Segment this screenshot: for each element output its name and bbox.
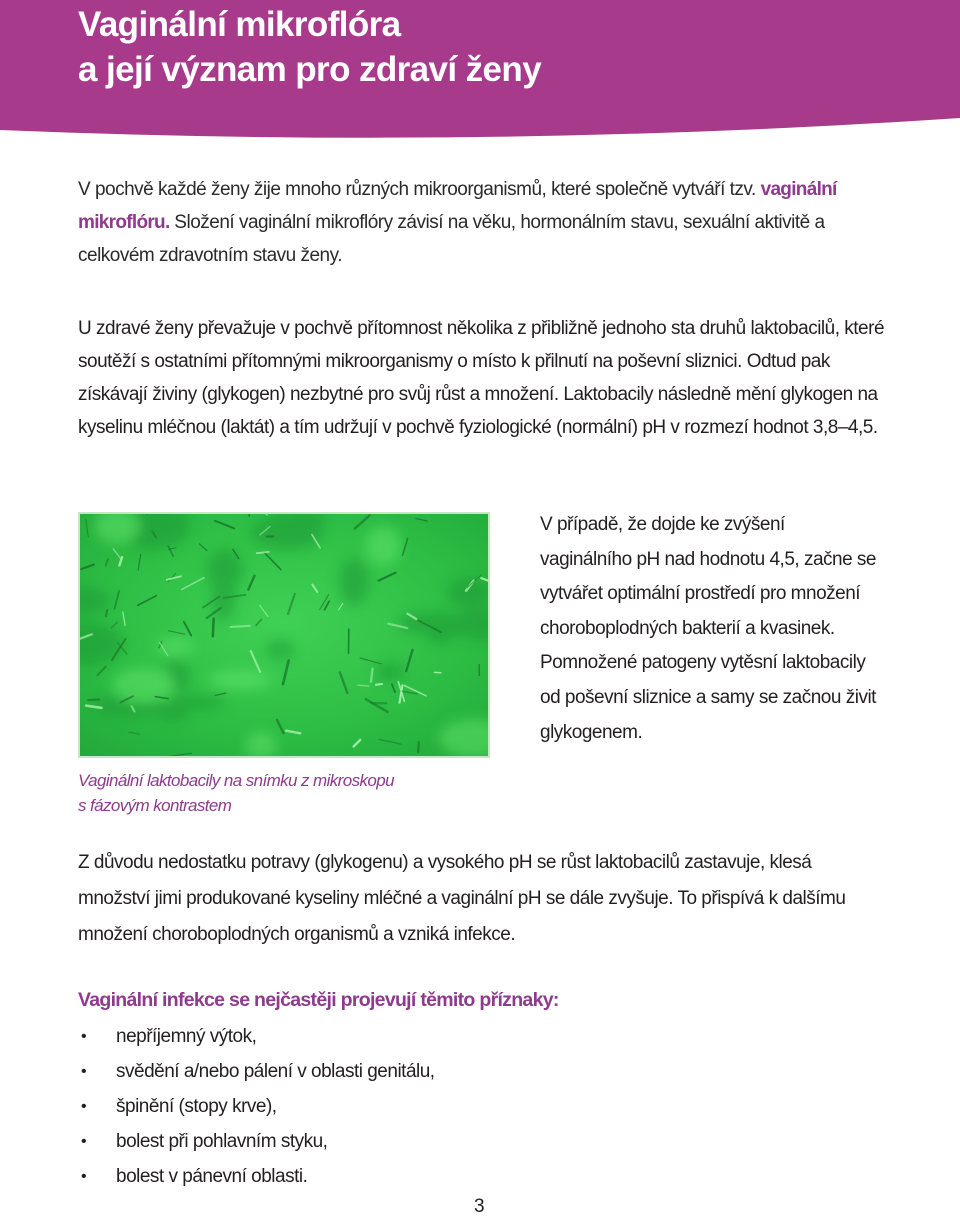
page-title xyxy=(78,2,541,92)
infection-paragraph: Z důvodu nedostatku potravy (glykogenu) a vysokého pH se růst laktobacilů zastavuje, klesá množství jimi produkované kyseliny mléčné a vaginální pH se dále zvyšuje. To přispívá k dalšímu množení choroboplodných organismů a vzniká infekce. xyxy=(78,852,846,945)
page-number: 3 xyxy=(474,1196,485,1217)
bullet-icon: • xyxy=(81,1098,87,1115)
lactobacillus-rod xyxy=(213,619,214,637)
texture-blob xyxy=(166,696,225,711)
caption-line-1: Vaginální laktobacily na snímku z mikroskopu xyxy=(78,771,394,790)
intro-highlight: vaginální mikroflóru. xyxy=(78,179,837,233)
texture-blob xyxy=(155,638,195,656)
lactobacillus-rod xyxy=(231,626,250,627)
list-item xyxy=(78,1089,435,1124)
image-caption xyxy=(78,768,498,818)
side-paragraph: V případě, že dojde ke zvýšení vaginálního pH nad hodnotu 4,5, začne se vytvářet optimální prostředí pro množení choroboplodných bakterií a kvasinek. Pomnožené patogeny vytěsní laktobacily od poševní sliznice a samy se začnou živit glykogenem. xyxy=(540,514,876,743)
list-item xyxy=(78,1159,435,1194)
lactobacillus-rod xyxy=(106,610,107,616)
texture-blob xyxy=(209,669,273,691)
list-item-text: špinění (stopy krve), xyxy=(116,1096,277,1117)
list-item-text: bolest v pánevní oblasti. xyxy=(116,1166,308,1187)
header-band xyxy=(0,0,960,140)
bullet-icon: • xyxy=(81,1133,87,1150)
lactobacillus-rod xyxy=(418,742,419,752)
lactobacillus-rod xyxy=(249,514,250,516)
intro-text-after: Složení vaginální mikroflóry závisí na věku, hormonálním stavu, sexuální aktivitě a celkovém zdravotním stavu ženy. xyxy=(78,212,825,266)
lactobacilli-paragraph: U zdravé ženy převažuje v pochvě přítomnost několika z přibližně jednoho sta druhů laktobacilů, které soutěží s ostatními přítomnými mikroorganismy o místo k přilnutí na poševní sliznici. Odtud pak získávají živiny (glykogen) nezbytné pro svůj růst a množení. Laktobacily následně mění glykogen na kyselinu mléčnou (laktát) a tím udržují v pochvě fyziologické (normální) pH v rozmezí hodnot 3,8–4,5. xyxy=(78,318,885,438)
list-item-text: svědění a/nebo pálení v oblasti genitálu, xyxy=(116,1061,435,1082)
texture-blob xyxy=(365,526,401,566)
symptoms-heading: Vaginální infekce se nejčastěji projevují těmito příznaky: xyxy=(78,989,559,1011)
bullet-icon: • xyxy=(81,1028,87,1045)
title-line-2: a její význam pro zdraví ženy xyxy=(78,50,542,89)
list-item-text: bolest při pohlavním styku, xyxy=(116,1131,328,1152)
bullet-icon: • xyxy=(81,1063,87,1080)
intro-paragraph xyxy=(78,173,886,272)
texture-blob xyxy=(206,550,244,590)
texture-blob xyxy=(267,639,294,660)
symptoms-list xyxy=(78,1019,435,1194)
bullet-icon: • xyxy=(81,1168,87,1185)
list-item-text: nepříjemný výtok, xyxy=(116,1026,257,1047)
texture-blob xyxy=(376,662,404,682)
texture-blob xyxy=(159,708,189,721)
intro-text-before: V pochvě každé ženy žije mnoho různých mikroorganismů, které společně vytváří tzv. xyxy=(78,179,761,200)
lactobacillus-rod xyxy=(358,685,369,686)
caption-line-2: s fázovým kontrastem xyxy=(78,796,232,815)
lactobacillus-rod xyxy=(371,669,373,682)
list-item xyxy=(78,1054,435,1089)
microscope-image xyxy=(78,512,490,758)
microscope-image-graphic xyxy=(80,514,488,756)
lactobacillus-rod xyxy=(376,684,382,685)
list-item xyxy=(78,1019,435,1054)
texture-blob xyxy=(339,558,369,605)
list-item xyxy=(78,1124,435,1159)
title-line-1: Vaginální mikroflóra xyxy=(78,5,401,44)
